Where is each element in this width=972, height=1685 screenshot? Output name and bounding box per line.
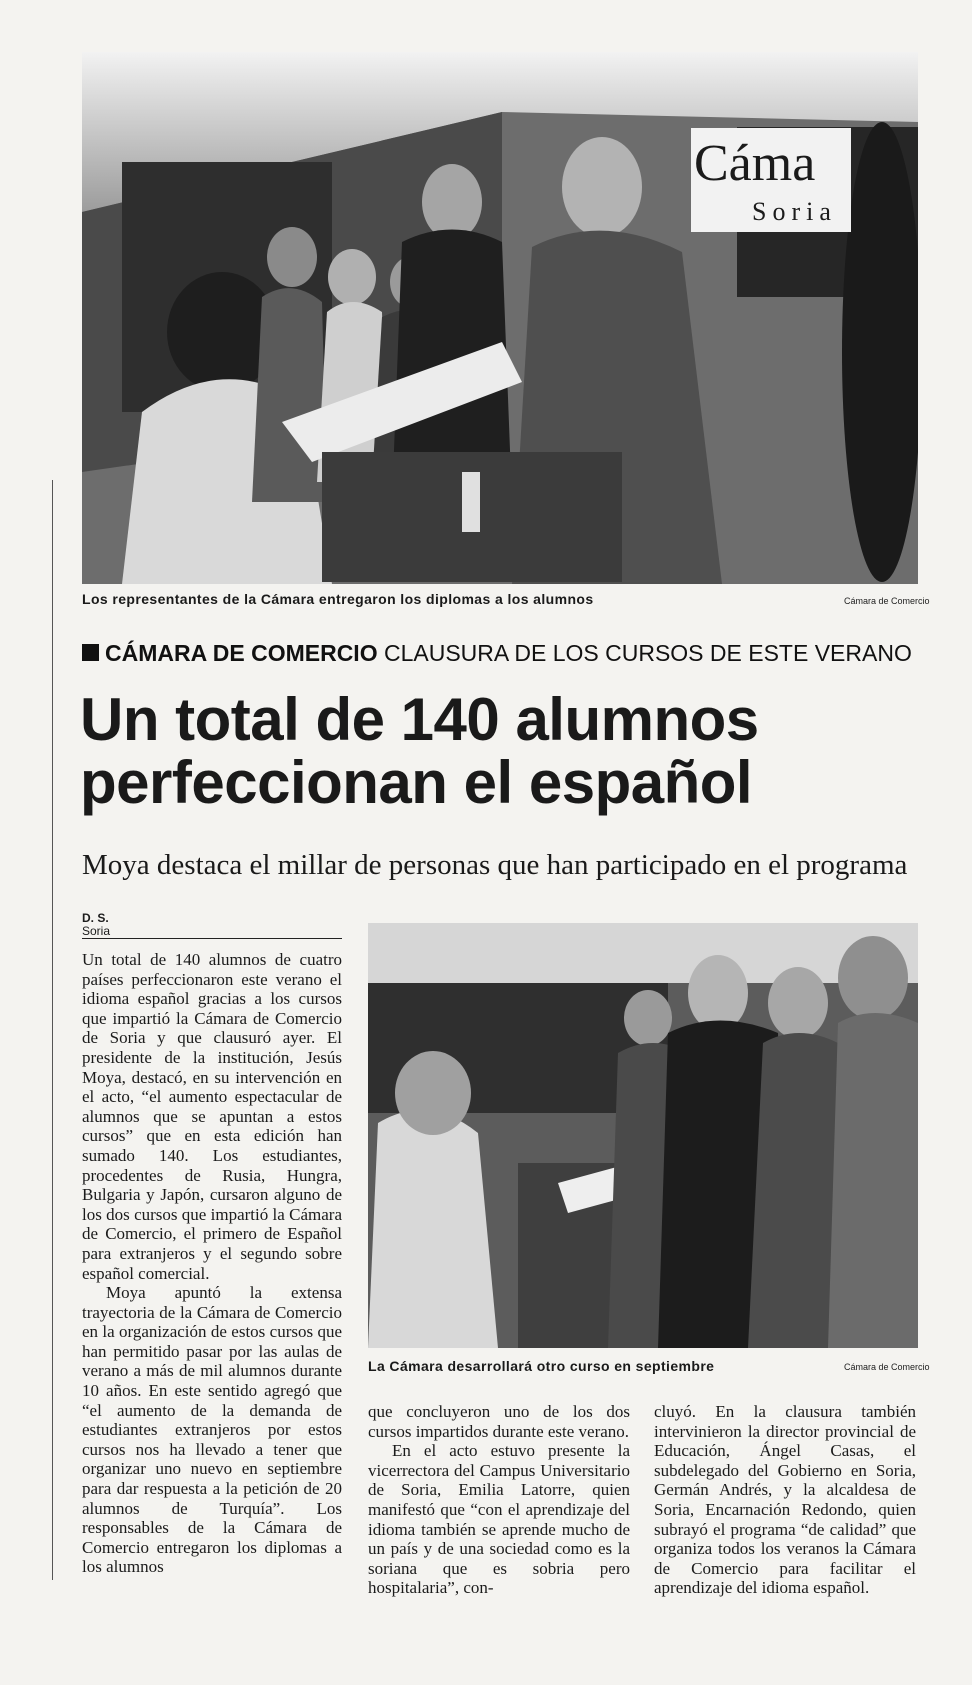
- left-margin-rule: [52, 480, 53, 1580]
- body-paragraph: cluyó. En la clausura también intervinieron la director provincial de Educación, Ángel Casas, el subdelegado del Gobierno en Soria, Germán Andrés, y la alcaldesa de Soria, Encarnación Redondo, quien subrayó el programa “de calidad” que organiza todos los veranos la Cámara de Comercio para facilitar el aprendizaje del idioma español.: [654, 1402, 916, 1598]
- body-paragraph: En el acto estuvo presente la vicerrectora del Campus Universitario de Soria, Emilia Latorre, quien manifestó que “con el aprendizaje del idioma también se aprende mucho de un país y de una sociedad como es la soriana que es sobria pero hospitalaria”, con-: [368, 1441, 630, 1598]
- camara-sign-text: Cáma: [694, 135, 816, 192]
- top-photo: [82, 52, 918, 584]
- byline-place: Soria: [82, 924, 111, 938]
- top-photo-caption: Los representantes de la Cámara entregaron los diplomas a los alumnos: [82, 591, 594, 607]
- second-photo-credit: Cámara de Comercio: [844, 1362, 930, 1372]
- headline: [80, 688, 920, 814]
- kicker-section: CÁMARA DE COMERCIO: [105, 640, 378, 666]
- headline-line-1: Un total de 140 alumnos: [80, 686, 759, 753]
- body-column-3: [654, 1402, 916, 1598]
- byline: [82, 912, 342, 939]
- body-column-2: [368, 1402, 630, 1598]
- second-photo-caption: La Cámara desarrollará otro curso en septiembre: [368, 1358, 715, 1374]
- kicker-subject: CLAUSURA DE LOS CURSOS DE ESTE VERANO: [383, 640, 912, 666]
- soria-sign-text: Soria: [752, 197, 837, 226]
- body-paragraph: que concluyeron uno de los dos cursos impartidos durante este verano.: [368, 1402, 630, 1441]
- second-photo: [368, 923, 918, 1348]
- headline-line-2: perfeccionan el español: [80, 749, 753, 816]
- body-paragraph: Moya apuntó la extensa trayectoria de la Cámara de Comercio en la organización de estos cursos que han permitido pasar por las aulas de verano a más de mil alumnos durante 10 años. En este sentido agregó que “el aumento de la demanda de estudiantes extranjeros por estos cursos nos ha llevado a tener que organizar uno nuevo en septiembre para dar respuesta a la petición de 20 alumnos de Turquía”. Los responsables de la Cámara de Comercio entregaron los diplomas a los alumnos: [82, 1283, 342, 1577]
- top-photo-credit: Cámara de Comercio: [844, 596, 930, 606]
- body-paragraph: Un total de 140 alumnos de cuatro países perfeccionaron este verano el idioma español gracias a los cursos que impartió la Cámara de Comercio de Soria y que clausuró ayer. El presidente de la institución, Jesús Moya, destacó, en su intervención en el acto, “el aumento espectacular de alumnos que se apuntan a estos cursos” que en esta edición han sumado 140. Los estudiantes, procedentes de Rusia, Hungra, Bulgaria y Japón, cursaron alguno de los dos cursos que impartió la Cámara de Comercio, el primero de Español para extranjeros y el segundo sobre español comercial.: [82, 950, 342, 1283]
- deck-subtitle: Moya destaca el millar de personas que han participado en el programa: [82, 849, 908, 881]
- byline-author: D. S.: [82, 911, 109, 925]
- section-kicker: [82, 640, 912, 667]
- kicker-square-icon: [82, 644, 99, 661]
- body-column-1: [82, 950, 342, 1577]
